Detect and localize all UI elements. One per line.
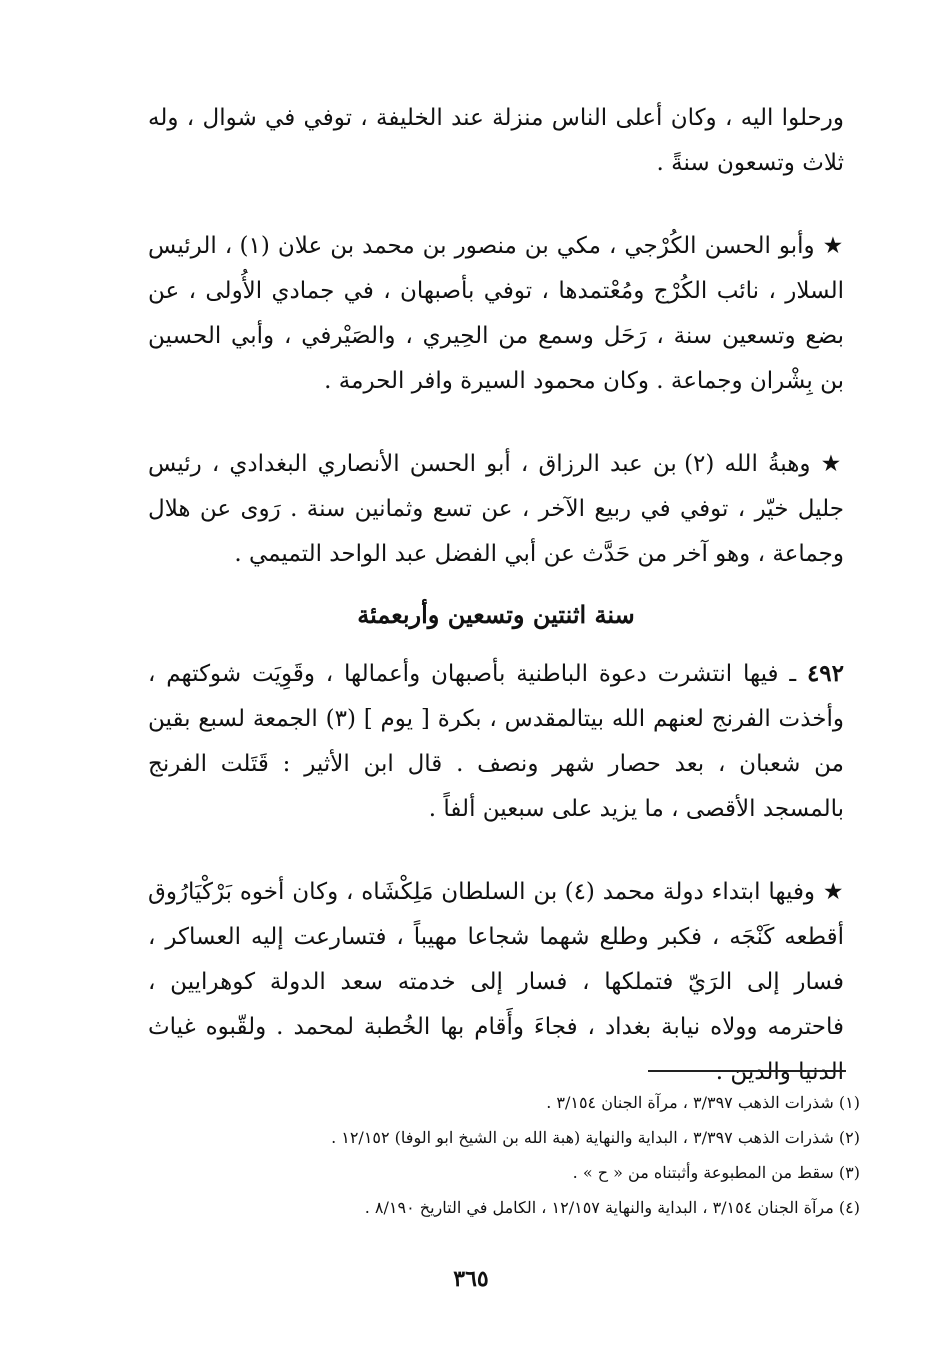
main-text <box>148 96 844 1095</box>
footnotes <box>160 1085 860 1225</box>
footnote-separator <box>648 1070 846 1072</box>
paragraph-2: ★ وأبو الحسن الكُرْجي ، مكي بن منصور بن محمد بن علان (١) ، الرئيس السلار ، نائب الكُرْج ومُعْتمدها ، توفي بأصبهان ، في جمادي الأُولى ، عن بضع وتسعين سنة ، رَحَل وسمع من الحِيري ، والصَيْرفي ، وأبي الحسين بن بِشْران وجماعة . وكان محمود السيرة وافر الحرمة . <box>148 233 844 394</box>
page-number: ٣٦٥ <box>453 1266 489 1292</box>
paragraph-1: ورحلوا اليه ، وكان أعلى الناس منزلة عند الخليفة ، توفي في شوال ، وله ثلاث وتسعون سنةً . <box>148 105 844 176</box>
paragraph-3: ★ وهبةُ الله (٢) بن عبد الرزاق ، أبو الحسن الأنصاري البغدادي ، رئيس جليل خيّر ، توفي في ربيع الآخر ، عن تسع وثمانين سنة . رَوى عن هلال وجماعة ، وهو آخر من حَدَّث عن أبي الفضل عبد الواحد التميمي . <box>148 451 844 567</box>
section-heading: سنة اثنتين وتسعين وأربعمئة <box>357 600 635 629</box>
footnote-3: (٣) سقط من المطبوعة وأثبتناه من « ح » . <box>572 1163 860 1182</box>
paragraph-5: ★ وفيها ابتداء دولة محمد (٤) بن السلطان مَلِكْشَاه ، وكان أخوه بَرْكْيَارُوق أقطعه كَنْجَه ، فكبر وطلع شهما شجاعا مهيباً ، فتسارعت إليه العساكر ، فسار إلى الرَيّ فتملكها ، فسار إلى خدمته سعد الدولة كوهرايين ، فاحترمه وولاه نيابة بغداد ، فجاءَ وأَقام بها الخُطبة لمحمد . ولقّبوه غياث الدنيا والدين . <box>148 879 844 1085</box>
paragraph-spacer <box>148 832 844 870</box>
footnote-4: (٤) مرآة الجنان ٣/١٥٤ ، البداية والنهاية ١٢/١٥٧ ، الكامل في التاريخ ٨/١٩٠ . <box>364 1198 860 1217</box>
entry-number: ٤٩٢ <box>806 660 844 687</box>
footnote-2: (٢) شذرات الذهب ٣/٣٩٧ ، البداية والنهاية (هبة الله بن الشيخ ابو الوفا) ١٢/١٥٢ . <box>331 1128 860 1147</box>
footnote-1: (١) شذرات الذهب ٣/٣٩٧ ، مرآة الجنان ٣/١٥٤ . <box>546 1093 860 1112</box>
paragraph-spacer <box>148 186 844 224</box>
paragraph-spacer <box>148 404 844 442</box>
paragraph-4-text: ـ فيها انتشرت دعوة الباطنية بأصبهان وأعمالها ، وقَوِيَت شوكتهم ، وأخذت الفرنج لعنهم الله بيتالمقدس ، بكرة [ يوم ] (٣) الجمعة لسبع بقين من شعبان ، بعد حصار شهر ونصف . قال ابن الأثير : قَتَلت الفرنج بالمسجد الأقصى ، ما يزيد على سبعين ألفاً . <box>148 661 844 822</box>
paragraph-4 <box>148 651 844 832</box>
